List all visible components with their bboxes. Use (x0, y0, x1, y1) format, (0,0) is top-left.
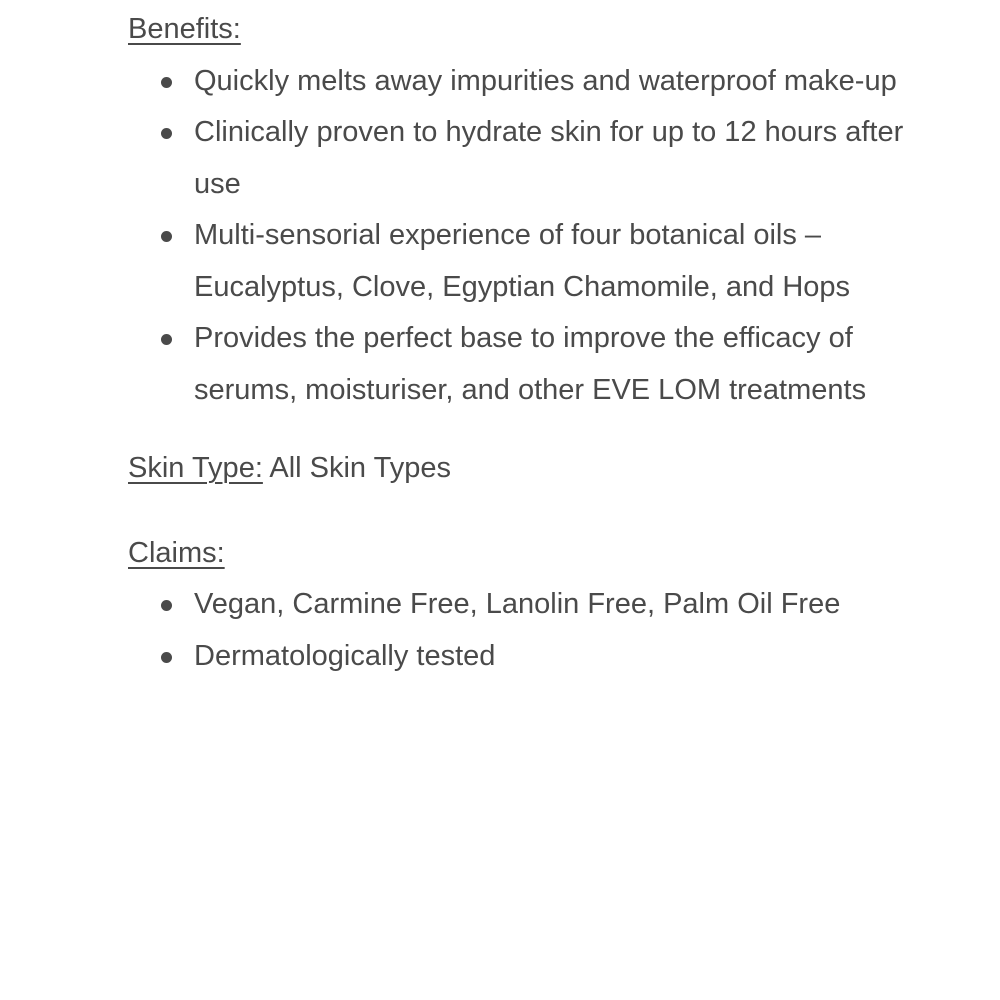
list-item (128, 579, 908, 631)
bullet-icon (161, 334, 172, 345)
claims-label: Claims: (128, 536, 225, 569)
list-item-text: Quickly melts away impurities and waterproof make-up (194, 64, 897, 97)
list-item-text: Multi-sensorial experience of four botanical oils – Eucalyptus, Clove, Egyptian Chamomile, and Hops (194, 219, 851, 303)
bullet-icon (161, 600, 172, 611)
list-item-text: Dermatologically tested (194, 639, 496, 672)
skin-type-value: All Skin Types (269, 452, 451, 484)
list-item (128, 631, 908, 683)
bullet-icon (161, 652, 172, 663)
list-item (128, 56, 908, 108)
list-item-text: Provides the perfect base to improve the efficacy of serums, moisturiser, and other EVE LOM treatments (194, 322, 867, 406)
benefits-label: Benefits: (128, 13, 241, 45)
list-item (128, 107, 908, 210)
benefits-heading (128, 4, 908, 56)
benefits-list (128, 56, 908, 417)
list-item-text: Clinically proven to hydrate skin for up to 12 hours after use (194, 116, 904, 200)
list-item (128, 313, 908, 416)
skin-type-row (128, 443, 908, 495)
bullet-icon (161, 128, 172, 139)
claims-list (128, 579, 908, 682)
bullet-icon (161, 231, 172, 242)
list-item-text: Vegan, Carmine Free, Lanolin Free, Palm Oil Free (194, 588, 841, 620)
bullet-icon (161, 77, 172, 88)
list-item (128, 210, 908, 313)
product-details (128, 0, 908, 682)
skin-type-label: Skin Type: (128, 452, 263, 484)
claims-heading (128, 528, 908, 580)
